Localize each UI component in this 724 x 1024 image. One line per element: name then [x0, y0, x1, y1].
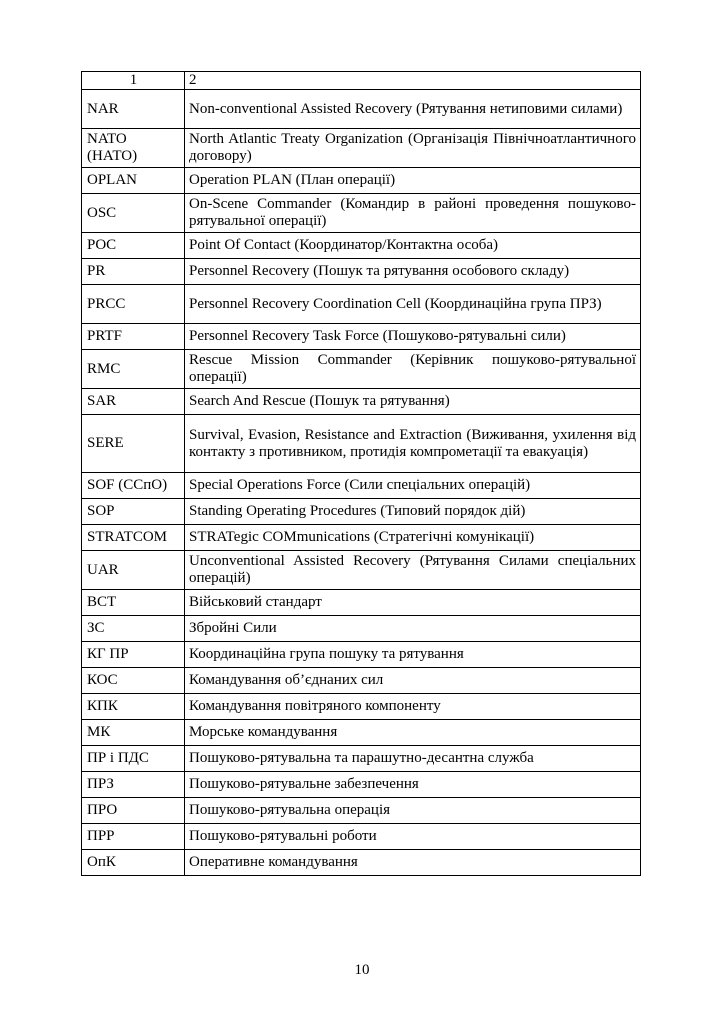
- description-cell: Пошуково-рятувальна операція: [185, 798, 641, 824]
- table-row: [82, 720, 641, 746]
- abbreviation-cell: OSC: [82, 194, 185, 233]
- abbreviation-cell: SAR: [82, 389, 185, 415]
- table-row: [82, 772, 641, 798]
- abbreviation-cell: PR: [82, 259, 185, 285]
- table-row: [82, 824, 641, 850]
- table-header-row: [82, 72, 641, 90]
- description-cell: Survival, Evasion, Resistance and Extraction (Виживання, ухилення від контакту з противником, протидія компрометації та евакуація): [185, 415, 641, 473]
- abbreviation-cell: ПРЗ: [82, 772, 185, 798]
- description-cell: Морське командування: [185, 720, 641, 746]
- description-cell: STRATegic COMmunications (Стратегічні комунікації): [185, 525, 641, 551]
- table-row: [82, 285, 641, 324]
- abbreviation-cell: ЗС: [82, 616, 185, 642]
- table-row: [82, 350, 641, 389]
- abbreviation-cell: SERE: [82, 415, 185, 473]
- header-column-1: 1: [82, 72, 185, 90]
- description-cell: Special Operations Force (Сили спеціальних операцій): [185, 473, 641, 499]
- abbreviation-cell: ПРР: [82, 824, 185, 850]
- table-row: [82, 499, 641, 525]
- table-row: [82, 168, 641, 194]
- abbreviation-cell: КГ ПР: [82, 642, 185, 668]
- abbreviation-cell: UAR: [82, 551, 185, 590]
- description-cell: On-Scene Commander (Командир в районі проведення пошуково-рятувальної операції): [185, 194, 641, 233]
- description-cell: Військовий стандарт: [185, 590, 641, 616]
- table-row: [82, 850, 641, 876]
- description-cell: Personnel Recovery Task Force (Пошуково-рятувальні сили): [185, 324, 641, 350]
- table-row: [82, 525, 641, 551]
- table-row: [82, 415, 641, 473]
- table-row: [82, 473, 641, 499]
- description-cell: Пошуково-рятувальні роботи: [185, 824, 641, 850]
- page-number: 10: [354, 962, 370, 978]
- description-cell: Unconventional Assisted Recovery (Рятування Силами спеціальних операцій): [185, 551, 641, 590]
- table-row: [82, 668, 641, 694]
- table-row: [82, 616, 641, 642]
- abbreviation-cell: МК: [82, 720, 185, 746]
- abbreviation-cell: КПК: [82, 694, 185, 720]
- description-cell: North Atlantic Treaty Organization (Організація Північноатлантичного договору): [185, 129, 641, 168]
- header-column-2: 2: [185, 72, 641, 90]
- description-cell: Personnel Recovery Coordination Cell (Координаційна група ПРЗ): [185, 285, 641, 324]
- abbreviation-cell: ПРО: [82, 798, 185, 824]
- abbreviation-cell: OPLAN: [82, 168, 185, 194]
- description-cell: Point Of Contact (Координатор/Контактна особа): [185, 233, 641, 259]
- abbreviation-cell: STRATCOM: [82, 525, 185, 551]
- table-row: [82, 694, 641, 720]
- description-cell: Командування об’єднаних сил: [185, 668, 641, 694]
- abbreviation-cell: NATO (НАТО): [82, 129, 185, 168]
- abbreviation-cell: ПР і ПДС: [82, 746, 185, 772]
- abbreviation-cell: PRCC: [82, 285, 185, 324]
- table-row: [82, 590, 641, 616]
- table-row: [82, 746, 641, 772]
- description-cell: Командування повітряного компоненту: [185, 694, 641, 720]
- table-row: [82, 551, 641, 590]
- description-cell: Standing Operating Procedures (Типовий порядок дій): [185, 499, 641, 525]
- abbreviation-cell: PRTF: [82, 324, 185, 350]
- table-row: [82, 194, 641, 233]
- abbreviation-cell: SOF (ССпО): [82, 473, 185, 499]
- description-cell: Оперативне командування: [185, 850, 641, 876]
- description-cell: Пошуково-рятувальна та парашутно-десантна служба: [185, 746, 641, 772]
- description-cell: Збройні Сили: [185, 616, 641, 642]
- description-cell: Пошуково-рятувальне забезпечення: [185, 772, 641, 798]
- abbreviation-cell: ОпК: [82, 850, 185, 876]
- abbreviation-cell: ВСТ: [82, 590, 185, 616]
- table-row: [82, 90, 641, 129]
- description-cell: Rescue Mission Commander (Керівник пошуково-рятувальної операції): [185, 350, 641, 389]
- table-row: [82, 798, 641, 824]
- abbreviation-cell: SOP: [82, 499, 185, 525]
- abbreviation-cell: POC: [82, 233, 185, 259]
- table-row: [82, 642, 641, 668]
- description-cell: Non-conventional Assisted Recovery (Рятування нетиповими силами): [185, 90, 641, 129]
- abbreviations-table: [81, 71, 641, 876]
- description-cell: Координаційна група пошуку та рятування: [185, 642, 641, 668]
- table-row: [82, 233, 641, 259]
- abbreviation-cell: RMC: [82, 350, 185, 389]
- abbreviation-cell: КОС: [82, 668, 185, 694]
- description-cell: Operation PLAN (План операції): [185, 168, 641, 194]
- table-row: [82, 259, 641, 285]
- table-row: [82, 324, 641, 350]
- table-row: [82, 129, 641, 168]
- abbreviation-cell: NAR: [82, 90, 185, 129]
- table-row: [82, 389, 641, 415]
- description-cell: Search And Rescue (Пошук та рятування): [185, 389, 641, 415]
- description-cell: Personnel Recovery (Пошук та рятування особового складу): [185, 259, 641, 285]
